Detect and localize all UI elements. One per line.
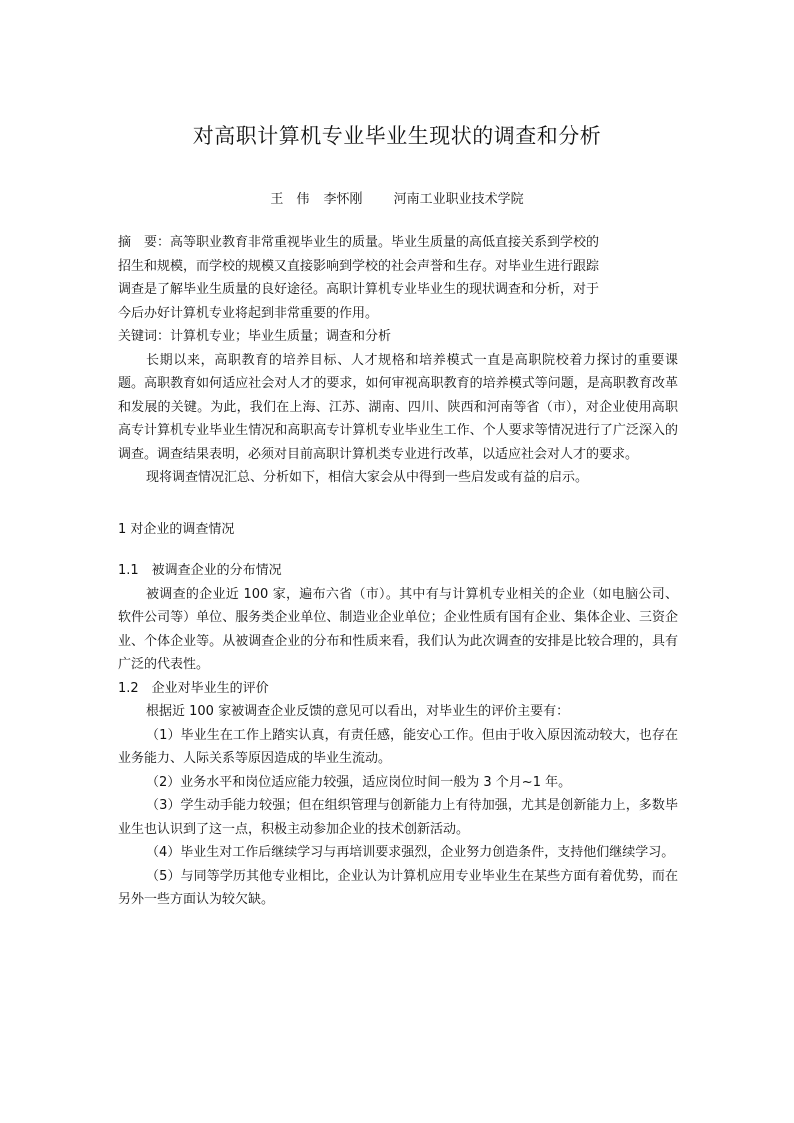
evaluation-item-5: （5）与同等学历其他专业相比，企业认为计算机应用专业毕业生在某些方面有着优势，而在另外一些方面认为较欠缺。 bbox=[118, 868, 678, 907]
evaluation-item-1: （1）毕业生在工作上踏实认真，有责任感，能安心工作。但由于收入原因流动较大，也存在业务能力、人际关系等原因造成的毕业生流动。 bbox=[118, 727, 678, 766]
abstract-line-4: 今后办好计算机专业将起到非常重要的作用。 bbox=[118, 305, 379, 321]
author-name-1: 王 伟 bbox=[270, 192, 310, 207]
subsection-1-1-heading: 1.1 被调查企业的分布情况 bbox=[118, 563, 282, 578]
subsection-1-2-heading: 1.2 企业对毕业生的评价 bbox=[118, 680, 269, 696]
evaluation-item-3: （3）学生动手能力较强；但在组织管理与创新能力上有待加强，尤其是创新能力上，多数毕业生也认识到了这一点，积极主动参加企业的技术创新活动。 bbox=[118, 798, 678, 837]
author-affiliation: 河南工业职业技术学院 bbox=[393, 192, 524, 207]
intro-paragraph-2: 现将调查情况汇总、分析如下，相信大家会从中得到一些启发或有益的启示。 bbox=[146, 470, 589, 485]
abstract-line-1: 摘 要：高等职业教育非常重视毕业生的质量。毕业生质量的高低直接关系到学校的 bbox=[118, 235, 600, 250]
subsection-1-1-text: 被调查的企业近 100 家，遍布六省（市）。其中有与计算机专业相关的企业（如电脑公司、软件公司等）单位、服务类企业单位、制造业企业单位；企业性质有国有企业、集体企业、三资企业、个体企业等。从被调查企业的分布和性质来看，我们认为此次调查的安排是比较合理的，具有广泛的代表性。 bbox=[118, 586, 678, 672]
abstract-line-2: 招生和规模，而学校的规模又直接影响到学校的社会声誉和生存。对毕业生进行跟踪 bbox=[118, 258, 600, 274]
subsection-1-2-lead: 根据近 100 家被调查企业反馈的意见可以看出，对毕业生的评价主要有： bbox=[146, 704, 570, 719]
author-line bbox=[0, 188, 794, 207]
evaluation-item-2: （2）业务水平和岗位适应能力较强，适应岗位时间一般为 3 个月~1 年。 bbox=[146, 774, 572, 790]
section-1-heading: 1 对企业的调查情况 bbox=[118, 521, 235, 537]
intro-paragraph-1: 长期以来，高职教育的培养目标、人才规格和培养模式一直是高职院校着力探讨的重要课题。高职教育如何适应社会对人才的要求，如何审视高职教育的培养模式等问题，是高职教育改革和发展的关键。为此，我们在上海、江苏、湖南、四川、陕西和河南等省（市），对企业使用高职高专计算机专业毕业生情况和高职高专计算机专业毕业生工作、个人要求等情况进行了广泛深入的调查。调查结果表明，必须对目前高职计算机类专业进行改革，以适应社会对人才的要求。 bbox=[118, 352, 678, 462]
keywords: 关键词：计算机专业；毕业生质量；调查和分析 bbox=[118, 329, 392, 344]
author-name-2: 李怀刚 bbox=[323, 192, 363, 207]
paper-title: 对高职计算机专业毕业生现状的调查和分析 bbox=[192, 124, 602, 148]
evaluation-item-4: （4）毕业生对工作后继续学习与再培训要求强烈，企业努力创造条件，支持他们继续学习。 bbox=[146, 845, 675, 860]
abstract-line-3: 调查是了解毕业生质量的良好途径。高职计算机专业毕业生的现状调查和分析，对于 bbox=[118, 282, 600, 297]
abstract-block bbox=[118, 231, 678, 912]
